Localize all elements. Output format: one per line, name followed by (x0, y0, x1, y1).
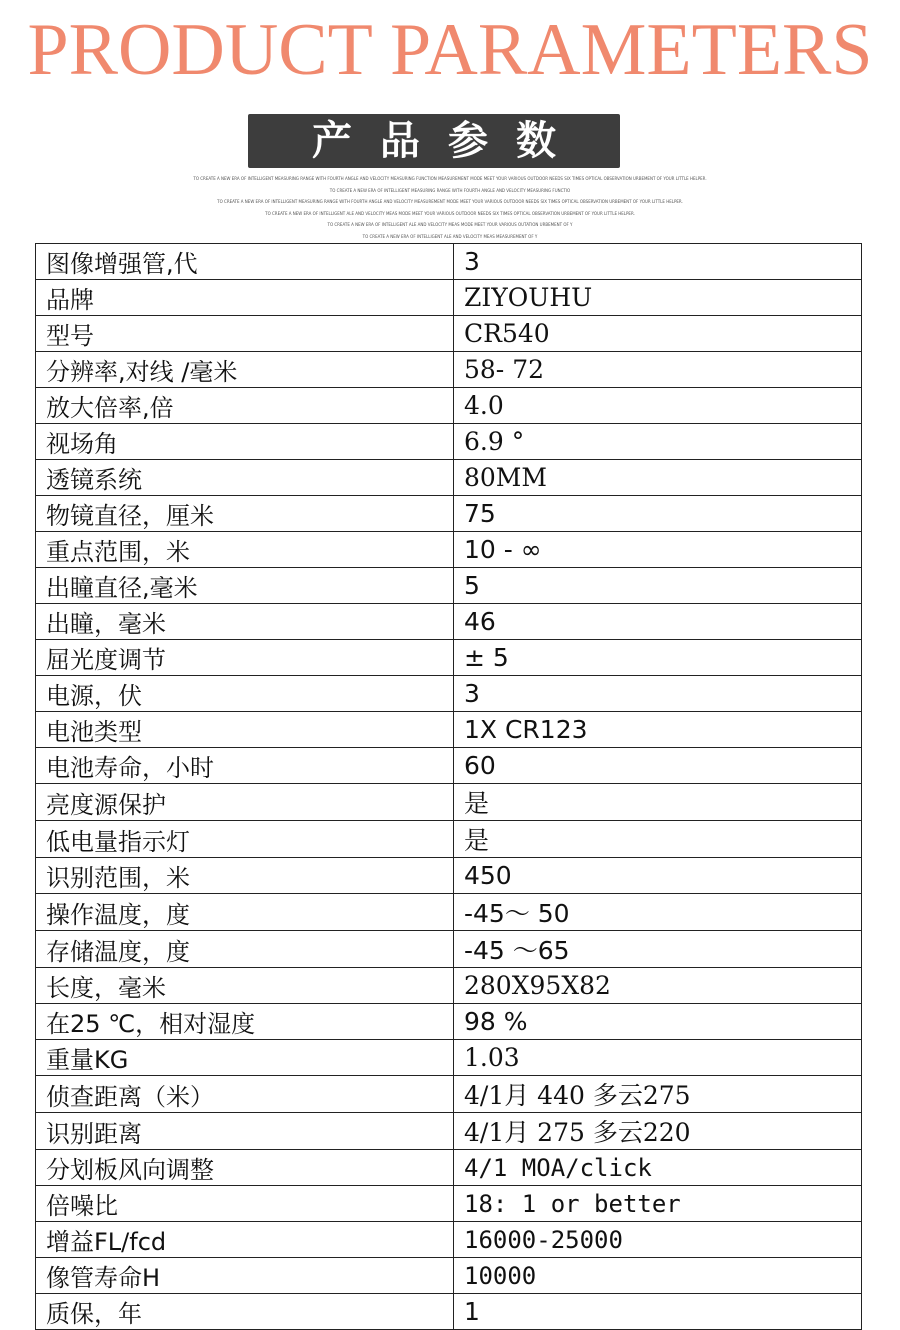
param-label: 质保，年 (36, 1294, 454, 1330)
param-label: 物镜直径，厘米 (36, 496, 454, 532)
table-row (36, 676, 862, 712)
table-row (36, 388, 862, 424)
table-row (36, 1150, 862, 1186)
param-label: 视场角 (36, 424, 454, 460)
param-label: 电源，伏 (36, 676, 454, 712)
param-label: 在25 ℃，相对湿度 (36, 1004, 454, 1040)
param-value: 46 (454, 604, 862, 640)
table-row (36, 604, 862, 640)
param-value: 3 (454, 676, 862, 712)
param-label: 重量KG (36, 1040, 454, 1076)
table-row (36, 316, 862, 352)
param-value: 1X CR123 (454, 712, 862, 748)
param-label: 图像增强管,代 (36, 244, 454, 280)
table-row (36, 1113, 862, 1150)
table-row (36, 784, 862, 821)
param-value: 1 (454, 1294, 862, 1330)
table-row (36, 968, 862, 1004)
fine-print-line: TO CREATE A NEW ERA OF INTELLIGENT ALE AND VELOCITY MEAS MEASUREMENT OF Y (362, 233, 538, 239)
param-value: 6.9 ° (454, 424, 862, 460)
param-label: 分辨率,对线 /毫米 (36, 352, 454, 388)
table-row (36, 640, 862, 676)
param-label: 低电量指示灯 (36, 821, 454, 858)
param-value: 5 (454, 568, 862, 604)
param-label: 分划板风向调整 (36, 1150, 454, 1186)
param-value: ± 5 (454, 640, 862, 676)
table-row (36, 1004, 862, 1040)
param-label: 型号 (36, 316, 454, 352)
param-value: 10000 (454, 1258, 862, 1294)
param-value: 4/1月 275 多云220 (454, 1113, 862, 1150)
param-label: 重点范围，米 (36, 532, 454, 568)
param-label: 存储温度，度 (36, 931, 454, 968)
table-row (36, 821, 862, 858)
param-label: 屈光度调节 (36, 640, 454, 676)
param-value: 16000-25000 (454, 1222, 862, 1258)
param-label: 操作温度，度 (36, 894, 454, 931)
fine-print-line: TO CREATE A NEW ERA OF INTELLIGENT MEASURING RANGE WITH FOURTH ANGLE AND VELOCITY MEASUREMENT MODE MEET YOUR VARIOUS OUTDOOR NEEDS SIX TIMES OPTICAL OBSERVATION URBEMENT OF YOUR LITTLE HELPER. (217, 199, 683, 205)
table-row (36, 858, 862, 894)
table-row (36, 1294, 862, 1330)
param-value: ZIYOUHU (454, 280, 862, 316)
param-label: 出瞳直径,毫米 (36, 568, 454, 604)
table-row (36, 748, 862, 784)
param-label: 品牌 (36, 280, 454, 316)
param-value: 4.0 (454, 388, 862, 424)
table-row (36, 894, 862, 931)
param-label: 放大倍率,倍 (36, 388, 454, 424)
param-label: 侦查距离（米） (36, 1076, 454, 1113)
param-value: 60 (454, 748, 862, 784)
param-label: 出瞳，毫米 (36, 604, 454, 640)
param-value: 3 (454, 244, 862, 280)
param-label: 像管寿命H (36, 1258, 454, 1294)
param-label: 识别范围，米 (36, 858, 454, 894)
table-row (36, 712, 862, 748)
table-row (36, 568, 862, 604)
table-row (36, 532, 862, 568)
table-row (36, 496, 862, 532)
param-value: 是 (454, 784, 862, 821)
fine-print-line: TO CREATE A NEW ERA OF INTELLIGENT ALE AND VELOCITY MEAS MODE MEET YOUR VARIOUS OUTATION URBEMENT OF Y (327, 222, 573, 228)
page-title: PRODUCT PARAMETERS (27, 9, 873, 91)
param-label: 倍噪比 (36, 1186, 454, 1222)
table-row (36, 280, 862, 316)
param-value: 450 (454, 858, 862, 894)
param-value: 是 (454, 821, 862, 858)
param-value: 80MM (454, 460, 862, 496)
param-value: 4/1 MOA/click (454, 1150, 862, 1186)
table-row (36, 352, 862, 388)
table-row (36, 1186, 862, 1222)
param-label: 增益FL/fcd (36, 1222, 454, 1258)
fine-print-block (140, 173, 760, 243)
param-value: -45 ～65 (454, 931, 862, 968)
table-row (36, 1222, 862, 1258)
param-label: 透镜系统 (36, 460, 454, 496)
param-value: CR540 (454, 316, 862, 352)
param-value: 18: 1 or better (454, 1186, 862, 1222)
fine-print-line: TO CREATE A NEW ERA OF INTELLIGENT MEASURING RANGE WITH FOURTH ANGLE AND VELOCITY MEASURING FUNCTIO (329, 187, 571, 193)
param-value: 75 (454, 496, 862, 532)
fine-print-line: TO CREATE A NEW ERA OF INTELLIGENT ALE AND VELOCITY MEAS MODE MEET YOUR VARIOUS OUTDOOR NEEDS SIX TIMES OPTICAL OBSERVATION URBEMENT OF YOUR LITTLE HELPER. (265, 210, 635, 216)
table-row (36, 244, 862, 280)
param-value: 4/1月 440 多云275 (454, 1076, 862, 1113)
table-row (36, 931, 862, 968)
table-row (36, 1040, 862, 1076)
param-label: 电池寿命，小时 (36, 748, 454, 784)
param-label: 识别距离 (36, 1113, 454, 1150)
param-value: 10 - ∞ (454, 532, 862, 568)
section-banner: 产品参数 (248, 114, 620, 168)
param-label: 长度，毫米 (36, 968, 454, 1004)
table-row (36, 460, 862, 496)
param-label: 亮度源保护 (36, 784, 454, 821)
param-value: 58- 72 (454, 352, 862, 388)
param-value: 98 % (454, 1004, 862, 1040)
param-value: 1.03 (454, 1040, 862, 1076)
parameters-table (35, 243, 862, 1330)
fine-print-line: TO CREATE A NEW ERA OF INTELLIGENT MEASURING RANGE WITH FOURTH ANGLE AND VELOCITY MEASURING FUNCTION MEASUREMENT MODE MEET YOUR VARIOUS OUTDOOR NEEDS SIX TIMES OPTICAL OBSERVATION URBEMENT OF YOUR LITTLE HELPER. (193, 176, 707, 181)
param-label: 电池类型 (36, 712, 454, 748)
table-row (36, 424, 862, 460)
param-value: 280X95X82 (454, 968, 862, 1004)
table-row (36, 1076, 862, 1113)
table-row (36, 1258, 862, 1294)
param-value: -45～ 50 (454, 894, 862, 931)
